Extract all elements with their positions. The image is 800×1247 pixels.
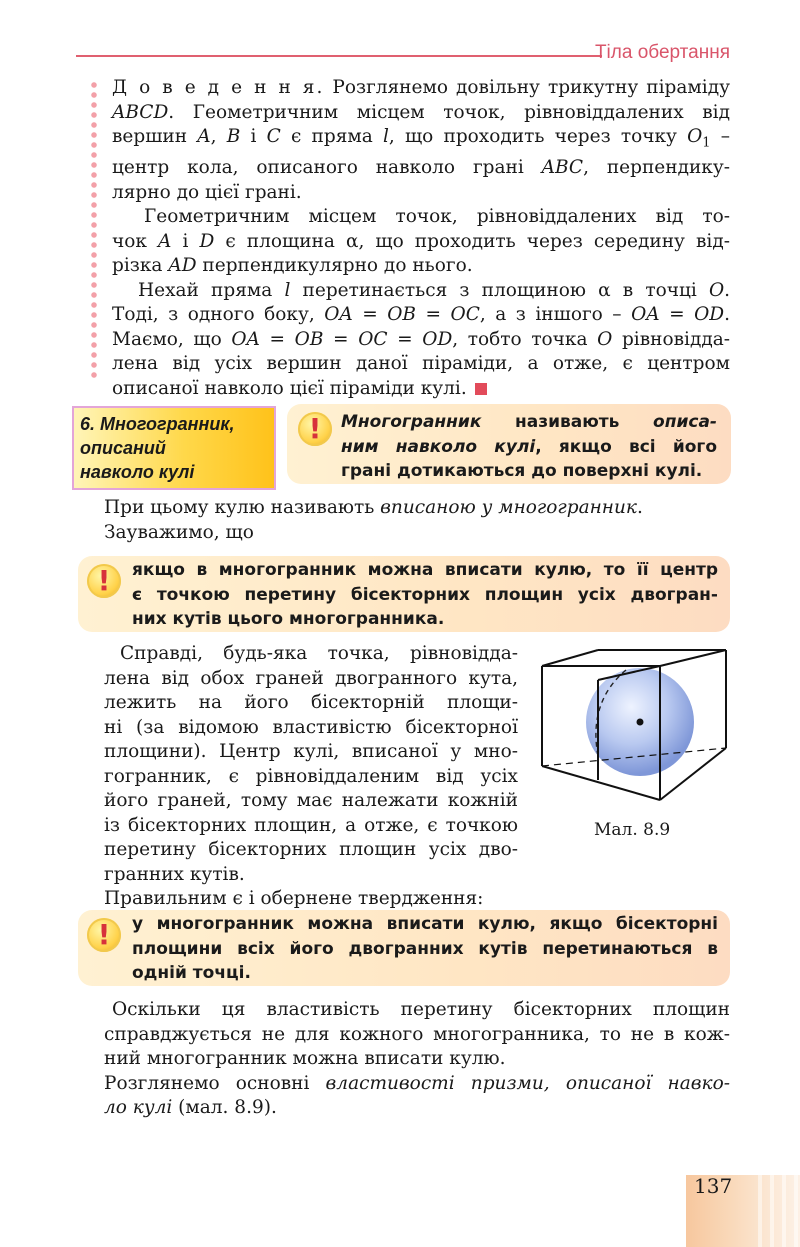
property-line: у многогранник можна вписати кулю, якщо бісекторні xyxy=(132,914,718,934)
property-line: одній точці. xyxy=(132,963,251,983)
header-rule xyxy=(76,55,602,57)
definition-line: ним навколо кулі, якщо всі його xyxy=(341,436,717,457)
explanation-line: ні (за відомою властивістю бісекторної xyxy=(104,716,518,738)
section-heading-line: навколо кулі xyxy=(80,462,195,482)
section-heading-line: описаний xyxy=(80,438,166,458)
definition-line: Многогранник називають описа- xyxy=(341,412,717,432)
exclamation-icon xyxy=(87,918,121,952)
proof-line: Нехай пряма l перетинається з площиною α в точці O. xyxy=(138,279,730,301)
proof-line: Маємо, що OA = OB = OC = OD, тобто точка O рівновідда- xyxy=(112,328,730,350)
inscribed-line: Зауважимо, що xyxy=(104,521,254,543)
section-heading-tab xyxy=(72,406,276,490)
explanation-text xyxy=(104,642,518,912)
explanation-line: гранних кутів. xyxy=(104,863,245,885)
proof-margin-dots xyxy=(91,80,97,380)
explanation-line: площини). Центр кулі, вписаної у мно- xyxy=(104,741,518,762)
property-line: них кутів цього многогранника. xyxy=(132,609,445,629)
proof-line: чок A і D є площина α, що проходить через середину від- xyxy=(112,230,730,252)
exclamation-icon xyxy=(298,412,332,446)
property-text-center xyxy=(132,558,718,632)
proof-text xyxy=(112,76,730,401)
page-number: 137 xyxy=(694,1174,733,1198)
proof-line: лена від усіх вершин даної піраміди, а отже, є центром xyxy=(112,353,730,375)
closing-line: ло кулі (мал. 8.9). xyxy=(104,1097,277,1118)
definition-text xyxy=(341,410,717,484)
proof-line: центр кола, описаного навколо грані ABC, перпендику- xyxy=(112,157,730,179)
proof-line: різка AD перпендикулярно до нього. xyxy=(112,255,473,277)
definition-line: грані дотикаються до поверхні кулі. xyxy=(341,461,703,481)
inscribed-line: При цьому кулю називають вписаною у многогранник. xyxy=(104,497,643,518)
explanation-line: його граней, тому має належати кожній xyxy=(104,790,518,811)
property-line: площини всіх його двогранних кутів перетинаються в xyxy=(132,938,718,959)
qed-square-icon xyxy=(475,383,487,395)
figure-caption: Мал. 8.9 xyxy=(594,820,671,840)
closing-line: Розглянемо основні властивості призми, описаної навко- xyxy=(104,1072,730,1094)
page-number-stripes xyxy=(750,1175,800,1247)
explanation-line: Справді, будь-яка точка, рівновідда- xyxy=(120,643,518,664)
proof-line: ABCD. Геометричним місцем точок, рівновіддалених від xyxy=(112,101,730,123)
converse-line: Правильним є і обернене твердження: xyxy=(104,888,484,909)
sphere-center-point xyxy=(637,719,644,726)
closing-line: ний многогранник можна вписати кулю. xyxy=(104,1048,506,1069)
explanation-line: лежить на його бісекторній площи- xyxy=(104,692,518,713)
explanation-line: лена від обох граней двогранного кута, xyxy=(104,667,518,689)
property-text-converse xyxy=(132,912,718,986)
proof-line: Тоді, з одного боку, OA = OB = OC, а з іншого – OA = OD. xyxy=(112,304,730,326)
property-line: якщо в многогранник можна вписати кулю, то її центр xyxy=(132,560,718,580)
closing-line: Оскільки ця властивість перетину бісекторних площин xyxy=(112,999,730,1020)
proof-line: лярно до цієї грані. xyxy=(112,181,302,203)
proof-line: описаної навколо цієї піраміди кулі. xyxy=(112,377,730,402)
explanation-line: гогранник, є рівновіддаленим від усіх xyxy=(104,765,518,787)
section-heading-line: 6. Многогранник, xyxy=(80,414,235,434)
explanation-line: перетину бісекторних площин усіх дво- xyxy=(104,839,518,860)
inscribed-note xyxy=(104,496,724,545)
explanation-line: із бісекторних площин, а отже, є точкою xyxy=(104,814,518,836)
exclamation-icon xyxy=(87,564,121,598)
closing-text xyxy=(104,998,730,1121)
property-line: є точкою перетину бісекторних площин усіх двогран- xyxy=(132,584,718,605)
prism-sphere-figure xyxy=(536,644,736,810)
proof-line: Геометричним місцем точок, рівновіддалених від то- xyxy=(144,206,730,228)
proof-line: Д о в е д е н н я. Розглянемо довільну трикутну піраміду xyxy=(112,77,730,98)
proof-line: вершин A, B і C є пряма l, що проходить через точку $O_1$ – xyxy=(112,126,730,151)
running-header: Тіла обертання xyxy=(594,42,730,63)
closing-line: справджується не для кожного многогранника, то не в кож- xyxy=(104,1023,730,1045)
